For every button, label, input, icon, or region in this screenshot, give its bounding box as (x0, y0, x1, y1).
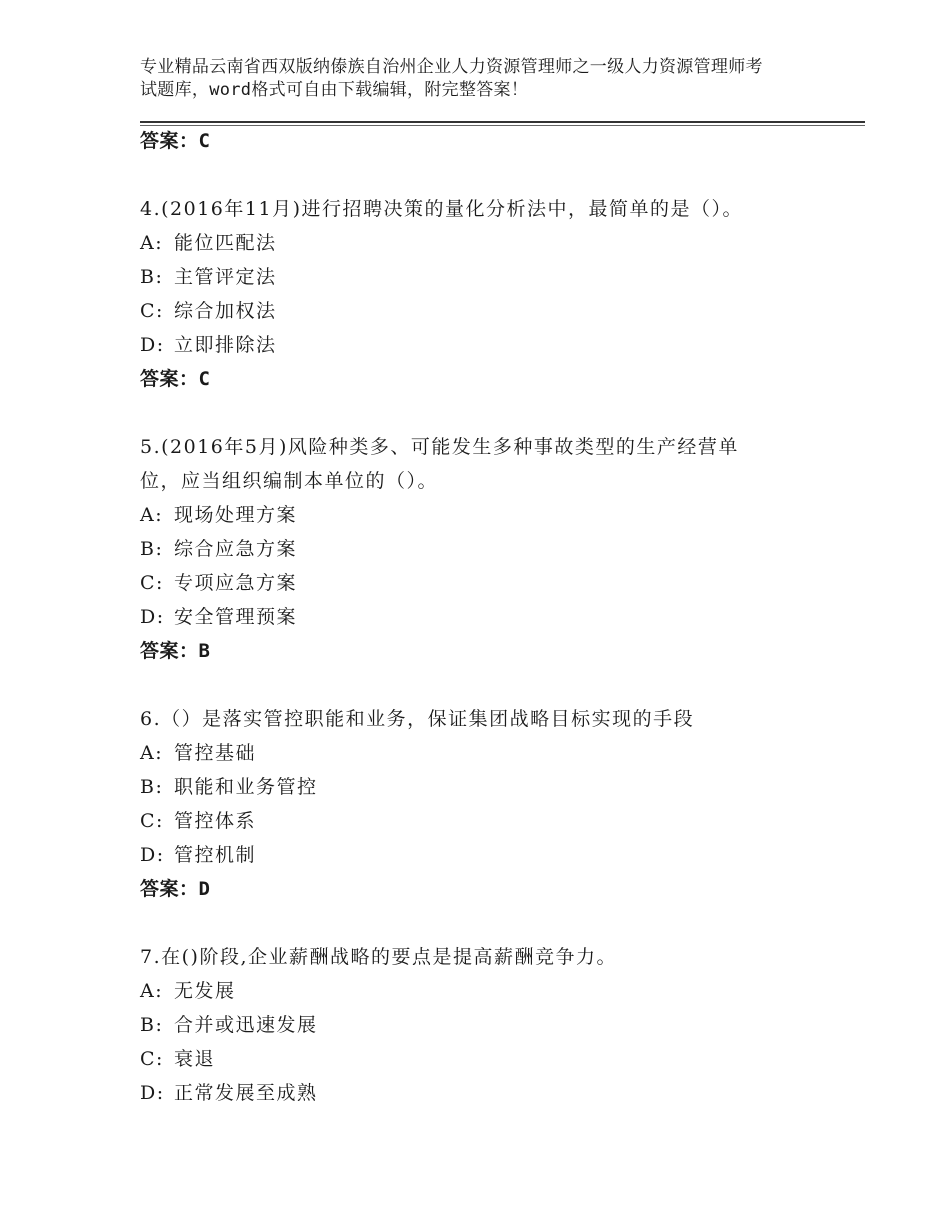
option-item (140, 1008, 840, 1042)
option-key: D: (140, 844, 165, 866)
option-text: 能位匹配法 (174, 232, 277, 254)
option-item (140, 736, 840, 770)
answer-value: D (198, 878, 211, 900)
option-text: 管控体系 (174, 810, 257, 832)
option-item (140, 328, 840, 362)
answer-label: 答案： (140, 640, 199, 662)
answer-line (140, 872, 840, 906)
option-text: 合并或迅速发展 (174, 1014, 318, 1036)
question-block (140, 430, 840, 668)
option-key: A: (140, 232, 164, 254)
option-key: D: (140, 334, 165, 356)
option-item (140, 600, 840, 634)
option-key: B: (140, 776, 164, 798)
option-item (140, 974, 840, 1008)
question-block (140, 192, 840, 396)
answer-value: C (198, 368, 211, 390)
question-text: 7.在()阶段,企业薪酬战略的要点是提高薪酬竞争力。 (140, 946, 617, 968)
option-item (140, 770, 840, 804)
option-text: 无发展 (174, 980, 236, 1002)
option-item (140, 1076, 840, 1110)
answer-value: C (198, 130, 211, 152)
option-item (140, 498, 840, 532)
question-list (140, 124, 840, 1110)
answer-line (140, 634, 840, 668)
option-item (140, 566, 840, 600)
answer-label: 答案： (140, 368, 199, 390)
question-text: 6.（）是落实管控职能和业务，保证集团战略目标实现的手段 (140, 708, 695, 730)
answer-line (140, 362, 840, 396)
answer-line (140, 124, 840, 158)
option-key: C: (140, 572, 164, 594)
question-block (140, 940, 840, 1110)
question-text: 4.(2016年11月)进行招聘决策的量化分析法中，最简单的是（）。 (140, 198, 743, 220)
option-item (140, 260, 840, 294)
option-text: 综合应急方案 (174, 538, 298, 560)
option-key: B: (140, 538, 164, 560)
question-text: 5.(2016年5月)风险种类多、可能发生多种事故类型的生产经营单 (140, 436, 739, 458)
header-rule-thick (140, 121, 865, 123)
page-header (140, 56, 830, 102)
option-key: C: (140, 300, 164, 322)
header-line-1: 专业精品云南省西双版纳傣族自治州企业人力资源管理师之一级人力资源管理师考 (140, 57, 763, 77)
option-key: B: (140, 1014, 164, 1036)
option-item (140, 226, 840, 260)
answer-label: 答案： (140, 130, 199, 152)
option-text: 管控基础 (174, 742, 257, 764)
option-key: D: (140, 606, 165, 628)
option-text: 综合加权法 (174, 300, 277, 322)
option-key: B: (140, 266, 164, 288)
option-text: 立即排除法 (174, 334, 277, 356)
option-key: A: (140, 504, 164, 526)
option-text: 专项应急方案 (174, 572, 298, 594)
option-key: A: (140, 742, 164, 764)
option-key: A: (140, 980, 164, 1002)
option-text: 职能和业务管控 (174, 776, 318, 798)
option-item (140, 838, 840, 872)
option-text: 管控机制 (174, 844, 257, 866)
option-item (140, 294, 840, 328)
question-text: 位，应当组织编制本单位的（）。 (140, 470, 439, 492)
answer-label: 答案： (140, 878, 199, 900)
question-block (140, 702, 840, 906)
option-item (140, 804, 840, 838)
answer-value: B (198, 640, 211, 662)
option-text: 主管评定法 (174, 266, 277, 288)
option-text: 衰退 (174, 1048, 216, 1070)
header-line-2: 试题库，word格式可自由下载编辑，附完整答案！ (140, 80, 529, 100)
option-item (140, 1042, 840, 1076)
option-text: 正常发展至成熟 (174, 1082, 318, 1104)
option-text: 现场处理方案 (174, 504, 298, 526)
option-text: 安全管理预案 (174, 606, 298, 628)
option-key: D: (140, 1082, 165, 1104)
option-item (140, 532, 840, 566)
option-key: C: (140, 810, 164, 832)
option-key: C: (140, 1048, 164, 1070)
